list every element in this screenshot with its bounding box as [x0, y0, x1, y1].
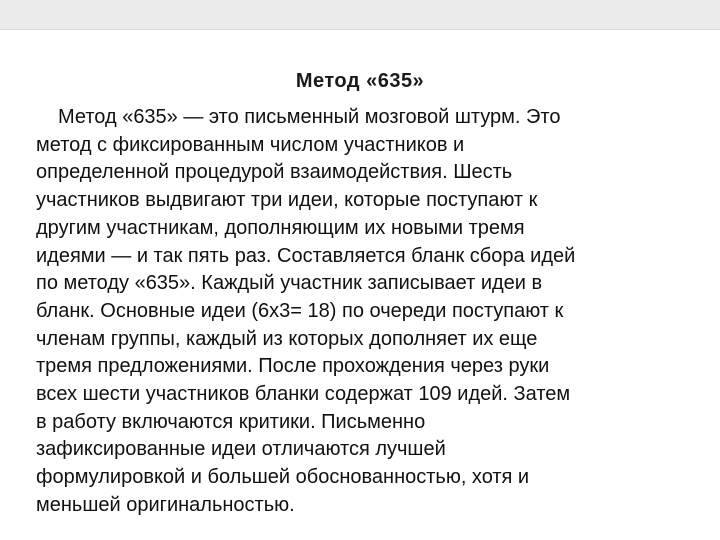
slide: [0, 30, 720, 540]
text-line: Метод «635» — это письменный мозговой штурм. Это: [58, 106, 561, 128]
text-line: метод с фиксированным числом участников и: [36, 133, 465, 156]
text-line: идеями — и так пять раз. Составляется бланк сбора идей: [36, 244, 576, 267]
slide-body-text: [36, 104, 696, 520]
slide-title: Метод «635»: [295, 70, 425, 92]
text-line: определенной процедурой взаимодействия. Шесть: [36, 161, 513, 184]
text-line: по методу «635». Каждый участник записывает идеи в: [36, 272, 543, 295]
top-band: [0, 0, 720, 30]
text-line: участников выдвигают три идеи, которые поступают к: [36, 189, 538, 212]
text-line: другим участникам, дополняющим их новыми тремя: [36, 216, 525, 239]
text-line: бланк. Основные идеи (6х3= 18) по очереди поступают к: [36, 299, 564, 322]
text-line: меньшей оригинальностью.: [36, 493, 295, 516]
text-line: в работу включаются критики. Письменно: [36, 410, 426, 433]
text-line: формулировкой и большей обоснованностью, хотя и: [36, 466, 530, 489]
text-line: всех шести участников бланки содержат 109 идей. Затем: [36, 383, 571, 406]
text-line: членам группы, каждый из которых дополняет их еще: [36, 327, 538, 350]
text-line: зафиксированные идеи отличаются лучшей: [36, 438, 446, 461]
text-line: тремя предложениями. После прохождения через руки: [36, 355, 550, 378]
